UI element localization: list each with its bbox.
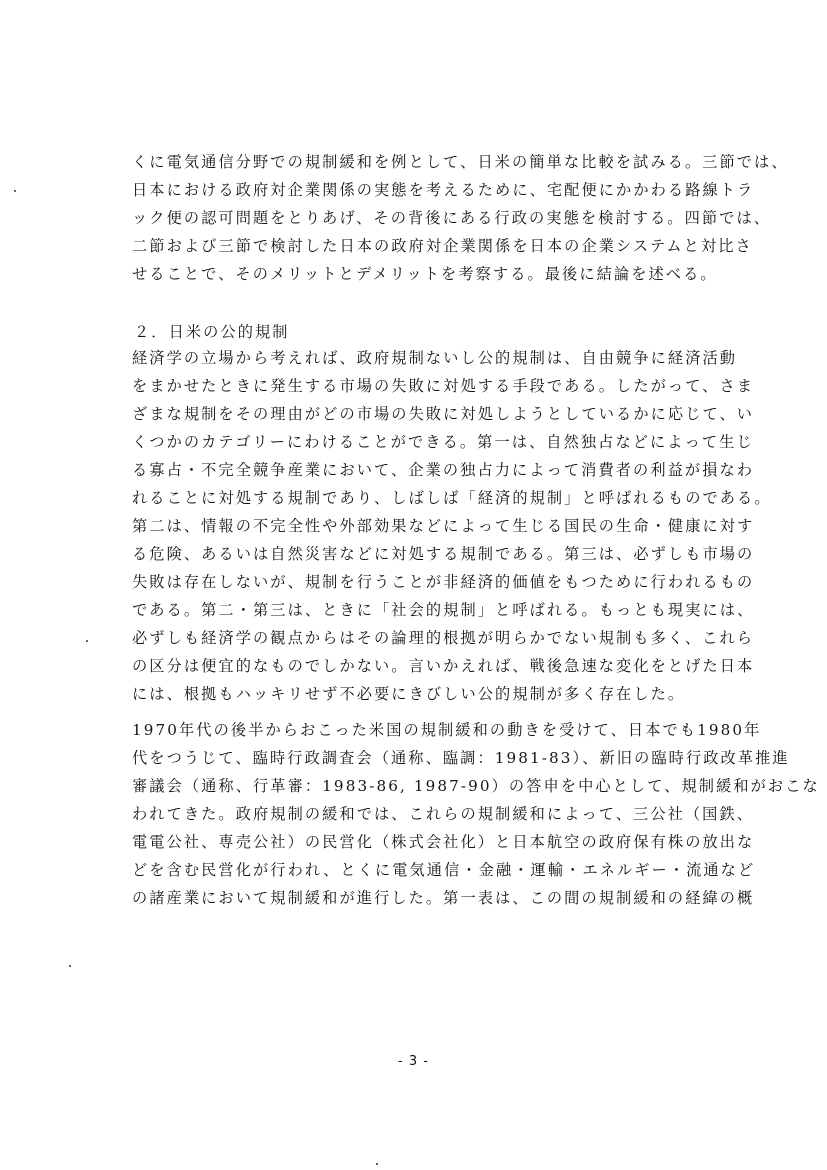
text-line: 日本における政府対企業関係の実態を考えるために、宅配便にかかわる路線トラ [132, 181, 755, 199]
text-line: 1970年代の後半からおこった米国の規制緩和の動きを受けて、日本でも1980年 [132, 721, 762, 739]
intro-paragraph [132, 148, 789, 288]
section-heading: ２．日米の公的規制 [134, 323, 290, 341]
main-paragraph [132, 344, 772, 708]
text-line: どを含む民営化が行われ、とくに電気通信・金融・運輸・エネルギー・流通など [132, 861, 756, 879]
text-line: 経済学の立場から考えれば、政府規制ないし公的規制は、自由競争に経済活動 [132, 349, 738, 367]
history-paragraph [132, 716, 820, 912]
text-line: 電電公社、専売公社）の民営化（株式会社化）と日本航空の政府保有株の放出な [132, 833, 755, 851]
scan-speck [69, 965, 71, 967]
text-line: る危険、あるいは自然災害などに対処する規制である。第三は、必ずしも市場の [132, 545, 755, 563]
text-line: には、根拠もハッキリせず不必要にきびしい公的規制が多く存在した。 [132, 685, 686, 703]
text-line: である。第二・第三は、ときに「社会的規制」と呼ばれる。もっとも現実には、 [132, 601, 755, 619]
text-line: くつかのカテゴリーにわけることができる。第一は、自然独占などによって生じ [132, 433, 754, 451]
text-line: の諸産業において規制緩和が進行した。第一表は、この間の規制緩和の経緯の概 [132, 889, 755, 907]
scan-speck [14, 190, 16, 192]
text-line: をまかせたときに発生する市場の失敗に対処する手段である。したがって、さま [132, 377, 755, 395]
text-line: 審議会（通称、行革審：1983-86, 1987-90）の答申を中心として、規制緩和がおこな [132, 777, 820, 795]
text-line: ック便の認可問題をとりあげ、その背後にある行政の実態を検討する。四節では、 [132, 209, 772, 227]
text-line: せることで、そのメリットとデメリットを考察する。最後に結論を述べる。 [132, 265, 718, 283]
text-line: くに電気通信分野での規制緩和を例として、日米の簡単な比較を試みる。三節では、 [132, 153, 789, 171]
scan-speck [86, 640, 88, 642]
text-line: われてきた。政府規制の緩和では、これらの規制緩和によって、三公社（国鉄、 [132, 805, 755, 823]
page-number: - 3 - [398, 1054, 429, 1069]
text-line: 二節および三節で検討した日本の政府対企業関係を日本の企業システムと対比さ [132, 237, 753, 255]
text-line: 第二は、情報の不完全性や外部効果などによって生じる国民の生命・健康に対す [132, 517, 755, 535]
text-line: 必ずしも経済学の観点からはその論理的根拠が明らかでない規制も多く、これら [132, 629, 755, 647]
text-line: ざまな規制をその理由がどの市場の失敗に対処しようとしているかに応じて、い [132, 405, 755, 423]
text-line: れることに対処する規制であり、しばしば「経済的規制」と呼ばれるものである。 [132, 489, 772, 507]
scan-speck [376, 1163, 378, 1165]
text-line: 失敗は存在しないが、規制を行うことが非経済的価値をもつために行われるもの [132, 573, 755, 591]
text-line: る寡占・不完全競争産業において、企業の独占力によって消費者の利益が損なわ [132, 461, 755, 479]
text-line: の区分は便宜的なものでしかない。言いかえれば、戦後急速な変化をとげた日本 [132, 657, 755, 675]
text-line: 代をつうじて、臨時行政調査会（通称、臨調：1981-83）、新旧の臨時行政改革推進 [132, 749, 790, 767]
